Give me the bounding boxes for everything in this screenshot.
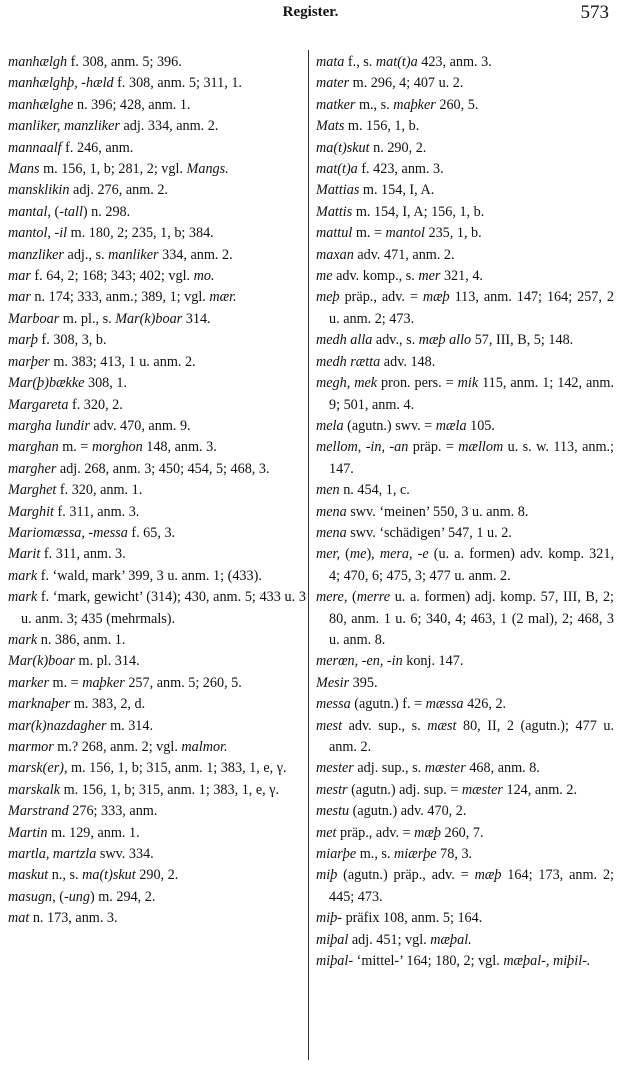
entry-headword: messa xyxy=(316,696,351,713)
entry-text: adv. 148. xyxy=(380,353,436,370)
entry-headword: mansklikin xyxy=(8,182,70,199)
entry-text: m. 156, 1, b; 315, anm. 1; 383, 1, e, γ. xyxy=(67,760,287,777)
entry-text: präp., adv. = xyxy=(339,289,423,306)
entry-headword: mæssa xyxy=(425,696,464,713)
entry-headword: mantol, -il xyxy=(8,225,68,242)
register-entry xyxy=(316,651,614,672)
entry-text: n., s. xyxy=(48,867,83,884)
register-entry xyxy=(316,95,614,116)
page-number: 573 xyxy=(580,2,609,23)
entry-text: 423, anm. 3. xyxy=(417,54,492,70)
entry-text: f. 311, anm. 3. xyxy=(53,503,140,520)
entry-text: 260, 7. xyxy=(440,824,484,841)
register-entry xyxy=(8,352,306,373)
register-entry xyxy=(316,266,614,287)
entry-headword: marsk(er), xyxy=(8,760,68,777)
register-entry xyxy=(316,73,614,94)
register-entry xyxy=(8,908,306,929)
entry-headword: miþ xyxy=(316,867,338,884)
entry-headword: miþal xyxy=(316,931,349,948)
entry-text: adj., s. xyxy=(63,246,109,263)
entry-headword: Marboar xyxy=(8,310,60,327)
entry-headword: morghon xyxy=(91,439,143,456)
entry-text: adj. 334, anm. 2. xyxy=(119,118,219,135)
entry-text: n. 290, 2. xyxy=(369,139,427,156)
register-entry xyxy=(8,266,306,287)
register-entry xyxy=(316,823,614,844)
entry-headword: marknaþer xyxy=(8,696,71,713)
entry-headword: martla, martzla xyxy=(8,846,97,863)
entry-text: ( xyxy=(55,888,64,905)
entry-headword: maskut xyxy=(8,867,49,884)
register-entry xyxy=(8,330,306,351)
entry-headword: -ung xyxy=(63,888,90,905)
entry-headword: marþ xyxy=(8,332,38,349)
register-entry xyxy=(316,480,614,501)
entry-headword: Mar(k)boar xyxy=(115,310,183,327)
register-entry xyxy=(8,73,306,94)
entry-text: f. 320, anm. 1. xyxy=(56,482,143,499)
entry-headword: mæþ xyxy=(474,867,502,884)
entry-text: 308, 1. xyxy=(84,375,127,392)
register-entry xyxy=(8,245,306,266)
entry-headword: mena xyxy=(316,503,347,520)
entry-headword: ma(t)skut xyxy=(316,139,370,156)
register-entry xyxy=(8,480,306,501)
entry-headword: mæþ xyxy=(414,824,441,841)
entry-text: pron. pers. = xyxy=(377,375,458,392)
entry-text: swv. ‘schädigen’ 547, 1 u. 2. xyxy=(346,524,512,541)
register-entry xyxy=(8,309,306,330)
entry-headword: marmor xyxy=(8,739,54,755)
entry-headword: Marghit xyxy=(8,503,54,520)
entry-text: f. 308, anm. 5; 311, 1. xyxy=(113,75,242,92)
entry-headword: Mesir xyxy=(316,674,350,691)
register-column-left xyxy=(8,52,306,930)
entry-text: konj. 147. xyxy=(402,653,464,670)
register-entry xyxy=(316,930,614,951)
entry-headword: mæster xyxy=(424,760,466,777)
entry-headword: mere, xyxy=(316,589,348,606)
entry-headword: mæla xyxy=(435,417,467,434)
entry-headword: meþ xyxy=(316,289,340,306)
entry-text: (agutn.) adj. sup. = xyxy=(347,781,462,798)
entry-text: ‘mittel-’ 164; 180, 2; vgl. xyxy=(353,953,504,970)
entry-text: n. 396; 428, anm. 1. xyxy=(73,96,191,113)
entry-text: ) m. 294, 2. xyxy=(90,888,156,905)
entry-headword: -tall xyxy=(59,203,83,220)
entry-text: adv., s. xyxy=(372,332,419,349)
register-entry xyxy=(316,758,614,779)
register-entry xyxy=(316,159,614,180)
entry-headword: mar xyxy=(8,289,31,306)
entry-text: präp. = xyxy=(408,439,459,456)
entry-headword: medh rætta xyxy=(316,353,381,370)
entry-headword: merœn, -en, -in xyxy=(316,653,403,670)
entry-text: n. 454, 1, c. xyxy=(339,482,410,499)
entry-text: m., s. xyxy=(356,846,395,863)
register-column-right xyxy=(316,52,614,972)
entry-headword: mannaalf xyxy=(8,139,62,156)
register-entry xyxy=(316,245,614,266)
entry-headword: Marstrand xyxy=(8,803,69,820)
entry-text: präfix 108, anm. 5; 164. xyxy=(342,910,483,927)
entry-headword: marskalk xyxy=(8,781,61,798)
entry-headword: mata xyxy=(316,54,345,70)
running-header-title: Register. xyxy=(282,4,339,20)
entry-headword: mark xyxy=(8,567,38,584)
entry-headword: matker xyxy=(316,96,356,113)
entry-headword: Marit xyxy=(8,546,41,563)
entry-headword: mantal, xyxy=(8,203,51,220)
register-entry xyxy=(316,223,614,244)
entry-headword: mer, xyxy=(316,546,341,563)
entry-headword: mo. xyxy=(193,268,215,285)
entry-headword: marker xyxy=(8,674,49,691)
entry-text: m. = xyxy=(352,225,386,242)
entry-headword: mar xyxy=(8,268,31,285)
entry-headword: maxan xyxy=(316,246,354,263)
entry-headword: margha lundir xyxy=(8,417,90,434)
register-entry xyxy=(8,223,306,244)
entry-text: 235, 1, b. xyxy=(424,225,482,242)
entry-text: m. pl., s. xyxy=(59,310,116,327)
register-entry xyxy=(8,716,306,737)
entry-headword: mer xyxy=(418,268,441,285)
register-entry xyxy=(316,116,614,137)
register-entry xyxy=(8,116,306,137)
register-entry xyxy=(8,459,306,480)
entry-headword: manliker xyxy=(108,246,159,263)
entry-text: m. = xyxy=(48,674,83,691)
entry-text: f. 320, 2. xyxy=(68,396,123,413)
register-entry xyxy=(8,780,306,801)
entry-headword: manzliker xyxy=(8,246,64,263)
entry-text: m. 383; 413, 1 u. anm. 2. xyxy=(49,353,196,370)
entry-headword: mest xyxy=(316,717,343,734)
entry-headword: miþ- xyxy=(316,910,343,927)
entry-headword: mater xyxy=(316,75,350,92)
entry-text: 468, anm. 8. xyxy=(465,760,540,777)
entry-text: m. 296, 4; 407 u. 2. xyxy=(349,75,464,92)
register-entry xyxy=(8,159,306,180)
entry-text: ), xyxy=(366,546,380,563)
entry-text: f. 311, anm. 3. xyxy=(40,546,126,563)
register-entry xyxy=(8,544,306,565)
entry-headword: manhælghe xyxy=(8,96,74,113)
register-entry xyxy=(316,287,614,330)
entry-headword: mat xyxy=(8,910,30,927)
register-entry xyxy=(8,138,306,159)
entry-text: f. 65, 3. xyxy=(127,524,176,541)
register-entry xyxy=(8,630,306,651)
entry-text: f. ‘wald, mark’ 399, 3 u. anm. 1; (433). xyxy=(37,567,262,584)
register-entry xyxy=(316,780,614,801)
entry-headword: Mar(þ)bække xyxy=(8,375,85,392)
entry-headword: mat(t)a xyxy=(316,161,358,178)
entry-headword: mæþ xyxy=(422,289,450,306)
entry-text: n. 386, anm. 1. xyxy=(37,631,126,648)
entry-headword: mæþal. xyxy=(430,931,472,948)
entry-text: m. 180, 2; 235, 1, b; 384. xyxy=(67,225,214,242)
entry-text: adv. komp., s. xyxy=(332,268,419,285)
entry-headword: mæþal-, miþil-. xyxy=(503,953,591,970)
entry-headword: Mariomæssa, -messa xyxy=(8,524,128,541)
register-entry xyxy=(316,694,614,715)
entry-headword: mantol xyxy=(385,225,425,242)
register-entry xyxy=(8,180,306,201)
entry-text: 115, anm. 1; 142, anm. 9; 501, anm. 4. xyxy=(329,375,614,413)
entry-headword: masugn, xyxy=(8,888,56,905)
entry-headword: Mangs. xyxy=(186,161,229,178)
entry-text: 124, anm. 2. xyxy=(502,781,578,798)
entry-text: 260, 5. xyxy=(435,96,479,113)
entry-text: m. 156, 1, b; 315, anm. 1; 383, 1, e, γ. xyxy=(60,781,280,798)
register-entry xyxy=(316,951,614,972)
register-entry xyxy=(8,523,306,544)
entry-text: 426, 2. xyxy=(463,696,507,713)
entry-text: (agutn.) präp., adv. = xyxy=(337,867,475,884)
register-entry xyxy=(8,416,306,437)
entry-text: u. s. w. 113, anm.; 147. xyxy=(329,439,614,477)
entry-text: u. a. formen) adj. komp. 57, III, B, 2; 80, anm. 1 u. 6; 340, 4; 463, 1 (2 mal), 2; 468, 3 u. anm. 8. xyxy=(329,589,614,648)
entry-text: 80, II, 2 (agutn.); 477 u. anm. 2. xyxy=(329,717,614,755)
entry-text: adj. 268, anm. 3; 450; 454, 5; 468, 3. xyxy=(56,460,270,477)
entry-text: f. ‘mark, gewicht’ (314); 430, anm. 5; 433 u. 3 u. anm. 3; 435 (mehrmals). xyxy=(21,589,306,627)
entry-headword: manhælgh xyxy=(8,54,68,70)
entry-headword: Mattias xyxy=(316,182,360,199)
entry-text: ) n. 298. xyxy=(82,203,131,220)
entry-text: swv. ‘meinen’ 550, 3 u. anm. 8. xyxy=(346,503,529,520)
entry-text: f. 64, 2; 168; 343; 402; vgl. xyxy=(30,268,194,285)
entry-headword: Marghet xyxy=(8,482,57,499)
entry-headword: mær. xyxy=(209,289,237,306)
entry-headword: miþal- xyxy=(316,953,354,970)
register-entry xyxy=(316,801,614,822)
entry-headword: Mar(k)boar xyxy=(8,653,75,670)
entry-headword: mattul xyxy=(316,225,353,242)
register-entry xyxy=(8,287,306,308)
register-entry xyxy=(316,673,614,694)
register-entry xyxy=(8,844,306,865)
entry-headword: manliker, manzliker xyxy=(8,118,120,135)
entry-text: m. 154, I, A. xyxy=(359,182,435,199)
entry-text: (agutn.) f. = xyxy=(350,696,426,713)
register-entry xyxy=(316,52,614,73)
entry-text: 395. xyxy=(349,674,378,691)
entry-text: swv. 334. xyxy=(96,846,154,863)
entry-text: n. 174; 333, anm.; 389, 1; vgl. xyxy=(30,289,210,306)
entry-text: adj. 276, anm. 2. xyxy=(69,182,168,199)
register-entry xyxy=(8,737,306,758)
register-entry xyxy=(316,373,614,416)
entry-headword: miarþe xyxy=(316,846,357,863)
entry-headword: mela xyxy=(316,417,344,434)
entry-headword: me xyxy=(316,268,333,285)
register-entry xyxy=(316,180,614,201)
entry-headword: maþker xyxy=(393,96,436,113)
entry-headword: marþer xyxy=(8,353,50,370)
entry-headword: medh alla xyxy=(316,332,373,349)
entry-text: 276; 333, anm. xyxy=(68,803,158,820)
entry-text: f. 246, anm. xyxy=(61,139,134,156)
register-entry xyxy=(8,587,306,630)
register-entry xyxy=(316,523,614,544)
entry-headword: Martin xyxy=(8,824,48,841)
entry-headword: malmor. xyxy=(181,739,228,755)
entry-text: m. 314. xyxy=(106,717,154,734)
entry-headword: Mats xyxy=(316,118,345,135)
entry-headword: mark xyxy=(8,631,38,648)
entry-headword: mæster xyxy=(461,781,503,798)
register-entry xyxy=(316,865,614,908)
entry-text: m. pl. 314. xyxy=(74,653,140,670)
entry-text: adv. 471, anm. 2. xyxy=(353,246,455,263)
register-entry xyxy=(8,395,306,416)
entry-text: präp., adv. = xyxy=(336,824,415,841)
entry-text: m. 129, anm. 1. xyxy=(47,824,140,841)
entry-text: adj. sup., s. xyxy=(353,760,425,777)
entry-text: f. 423, anm. 3. xyxy=(357,161,444,178)
entry-headword: megh, mek xyxy=(316,375,378,392)
entry-headword: merre xyxy=(356,589,391,606)
entry-headword: ma(t)skut xyxy=(82,867,136,884)
entry-text: adv. 470, anm. 9. xyxy=(89,417,191,434)
entry-headword: Mattis xyxy=(316,203,353,220)
entry-headword: mæst xyxy=(427,717,457,734)
entry-text: 57, III, B, 5; 148. xyxy=(471,332,574,349)
entry-text: 257, anm. 5; 260, 5. xyxy=(124,674,242,691)
entry-headword: mik xyxy=(457,375,479,392)
register-entry xyxy=(316,844,614,865)
register-entry xyxy=(8,373,306,394)
entry-headword: mestr xyxy=(316,781,348,798)
entry-headword: maþker xyxy=(82,674,125,691)
register-entry xyxy=(316,587,614,651)
entry-text: 164; 173, anm. 2; 445; 473. xyxy=(329,867,614,905)
entry-text: adv. sup., s. xyxy=(342,717,428,734)
register-entry xyxy=(316,202,614,223)
register-entry xyxy=(8,865,306,886)
register-entry xyxy=(8,694,306,715)
entry-text: (agutn.) adv. 470, 2. xyxy=(349,803,467,820)
register-entry xyxy=(8,437,306,458)
register-entry xyxy=(8,202,306,223)
register-entry xyxy=(316,330,614,351)
register-entry xyxy=(8,566,306,587)
entry-text: f. 308, 3, b. xyxy=(37,332,107,349)
register-entry xyxy=(316,437,614,480)
entry-text: 334, anm. 2. xyxy=(158,246,233,263)
register-entry xyxy=(316,544,614,587)
entry-text: m. 156, 1, b. xyxy=(344,118,420,135)
entry-headword: mestu xyxy=(316,803,350,820)
entry-headword: mester xyxy=(316,760,354,777)
entry-text: adj. 451; vgl. xyxy=(348,931,431,948)
register-entry xyxy=(316,502,614,523)
entry-headword: met xyxy=(316,824,337,841)
entry-headword: Margareta xyxy=(8,396,69,413)
entry-headword: mena xyxy=(316,524,347,541)
entry-headword: mellom, -in, -an xyxy=(316,439,409,456)
entry-text: 321, 4. xyxy=(440,268,483,285)
register-entry xyxy=(316,352,614,373)
register-entry xyxy=(8,673,306,694)
register-entry xyxy=(8,887,306,908)
entry-headword: manhælghþ, -hæld xyxy=(8,75,114,92)
entry-text: 148, anm. 3. xyxy=(142,439,217,456)
entry-text: m. 154, I, A; 156, 1, b. xyxy=(352,203,485,220)
entry-headword: mera, -e xyxy=(379,546,429,563)
entry-text: m. 383, 2, d. xyxy=(70,696,146,713)
entry-text: m., s. xyxy=(355,96,394,113)
entry-text: (agutn.) swv. = xyxy=(343,417,436,434)
register-entry xyxy=(316,416,614,437)
entry-text: f. 308, anm. 5; 396. xyxy=(67,54,182,70)
register-entry xyxy=(316,908,614,929)
register-entry xyxy=(8,801,306,822)
register-entry xyxy=(8,52,306,73)
entry-text: m. = xyxy=(58,439,92,456)
entry-text: m. 156, 1, b; 281, 2; vgl. xyxy=(39,161,187,178)
entry-text: f., s. xyxy=(344,54,376,70)
entry-headword: mællom xyxy=(458,439,504,456)
entry-headword: miærþe xyxy=(394,846,437,863)
entry-headword: marghan xyxy=(8,439,59,456)
entry-text: ( xyxy=(50,203,60,220)
entry-headword: mat(t)a xyxy=(375,54,418,70)
entry-headword: Mans xyxy=(8,161,40,178)
register-entry xyxy=(8,502,306,523)
column-divider xyxy=(308,50,309,1060)
entry-headword: mæþ allo xyxy=(418,332,472,349)
entry-text: n. 173, anm. 3. xyxy=(29,910,118,927)
entry-text: 78, 3. xyxy=(436,846,473,863)
register-entry xyxy=(316,138,614,159)
register-entry xyxy=(8,823,306,844)
register-entry xyxy=(8,95,306,116)
entry-text: 113, anm. 147; 164; 257, 2 u. anm. 2; 473. xyxy=(329,289,614,327)
entry-headword: margher xyxy=(8,460,57,477)
entry-text: m.? 268, anm. 2; vgl. xyxy=(53,739,182,755)
entry-text: (u. a. formen) adv. komp. 321, 4; 470, 6; 475, 3; 477 u. anm. 2. xyxy=(329,546,615,584)
register-entry xyxy=(8,651,306,672)
entry-text: 290, 2. xyxy=(135,867,179,884)
entry-headword: mark xyxy=(8,589,38,606)
register-entry xyxy=(316,716,614,759)
entry-headword: me xyxy=(349,546,367,563)
entry-text: ( xyxy=(340,546,350,563)
entry-headword: mar(k)nazdagher xyxy=(8,717,107,734)
entry-headword: men xyxy=(316,482,340,499)
entry-text: 314. xyxy=(182,310,211,327)
entry-text: ( xyxy=(347,589,357,606)
entry-text: 105. xyxy=(466,417,495,434)
register-entry xyxy=(8,758,306,779)
